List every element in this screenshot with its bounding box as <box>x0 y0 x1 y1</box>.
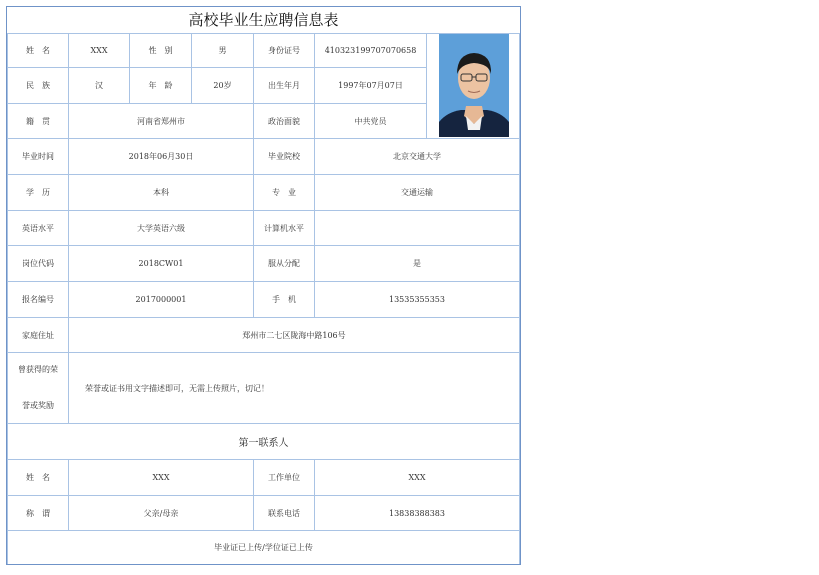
application-form <box>6 6 521 565</box>
contact-name-value: XXX <box>69 460 254 496</box>
id-value: 410323199707070658 <box>315 33 427 68</box>
awards-label <box>7 353 69 424</box>
english-label: 英语水平 <box>7 211 69 246</box>
contact-phone-label: 联系电话 <box>254 496 315 531</box>
awards-label-line2: 誉或奖励 <box>22 401 54 410</box>
obey-label: 服从分配 <box>254 246 315 282</box>
gradtime-label: 毕业时间 <box>7 139 69 175</box>
awards-label-line1: 曾获得的荣 <box>18 365 58 374</box>
contact-name-label: 姓 名 <box>7 460 69 496</box>
address-value: 郑州市二七区陇海中路106号 <box>69 318 520 353</box>
politics-value: 中共党员 <box>315 104 427 139</box>
post-label: 岗位代码 <box>7 246 69 282</box>
contact-work-label: 工作单位 <box>254 460 315 496</box>
native-label: 籍 贯 <box>7 104 69 139</box>
phone-label: 手 机 <box>254 282 315 318</box>
ethnic-value: 汉 <box>69 68 130 104</box>
form-title: 高校毕业生应聘信息表 <box>188 11 339 29</box>
gender-label: 性 别 <box>130 33 192 68</box>
major-label: 专 业 <box>254 175 315 211</box>
person-photo-icon <box>439 34 509 137</box>
address-label: 家庭住址 <box>7 318 69 353</box>
reg-value: 2017000001 <box>69 282 254 318</box>
edu-value: 本科 <box>69 175 254 211</box>
major-value: 交通运输 <box>315 175 520 211</box>
birth-value: 1997年07月07日 <box>315 68 427 104</box>
obey-value: 是 <box>315 246 520 282</box>
contact-section-title: 第一联系人 <box>7 424 520 460</box>
computer-label: 计算机水平 <box>254 211 315 246</box>
name-value: XXX <box>69 33 130 68</box>
id-label: 身份证号 <box>254 33 315 68</box>
age-value: 20岁 <box>192 68 254 104</box>
english-value: 大学英语六级 <box>69 211 254 246</box>
contact-work-value: XXX <box>315 460 520 496</box>
age-label: 年 龄 <box>130 68 192 104</box>
school-label: 毕业院校 <box>254 139 315 175</box>
gradtime-value: 2018年06月30日 <box>69 139 254 175</box>
phone-value: 13535355353 <box>315 282 520 318</box>
gender-value: 男 <box>192 33 254 68</box>
birth-label: 出生年月 <box>254 68 315 104</box>
upload-status: 毕业证已上传/学位证已上传 <box>7 531 520 564</box>
native-value: 河南省郑州市 <box>69 104 254 139</box>
contact-phone-value: 13838388383 <box>315 496 520 531</box>
ethnic-label: 民 族 <box>7 68 69 104</box>
name-label: 姓 名 <box>7 33 69 68</box>
computer-value <box>315 211 520 246</box>
edu-label: 学 历 <box>7 175 69 211</box>
reg-label: 报名编号 <box>7 282 69 318</box>
contact-relation-value: 父亲/母亲 <box>69 496 254 531</box>
awards-value: 荣誉或证书用文字描述即可，无需上传照片，切记！ <box>69 353 520 424</box>
politics-label: 政治面貌 <box>254 104 315 139</box>
school-value: 北京交通大学 <box>315 139 520 175</box>
post-value: 2018CW01 <box>69 246 254 282</box>
contact-relation-label: 称 谓 <box>7 496 69 531</box>
